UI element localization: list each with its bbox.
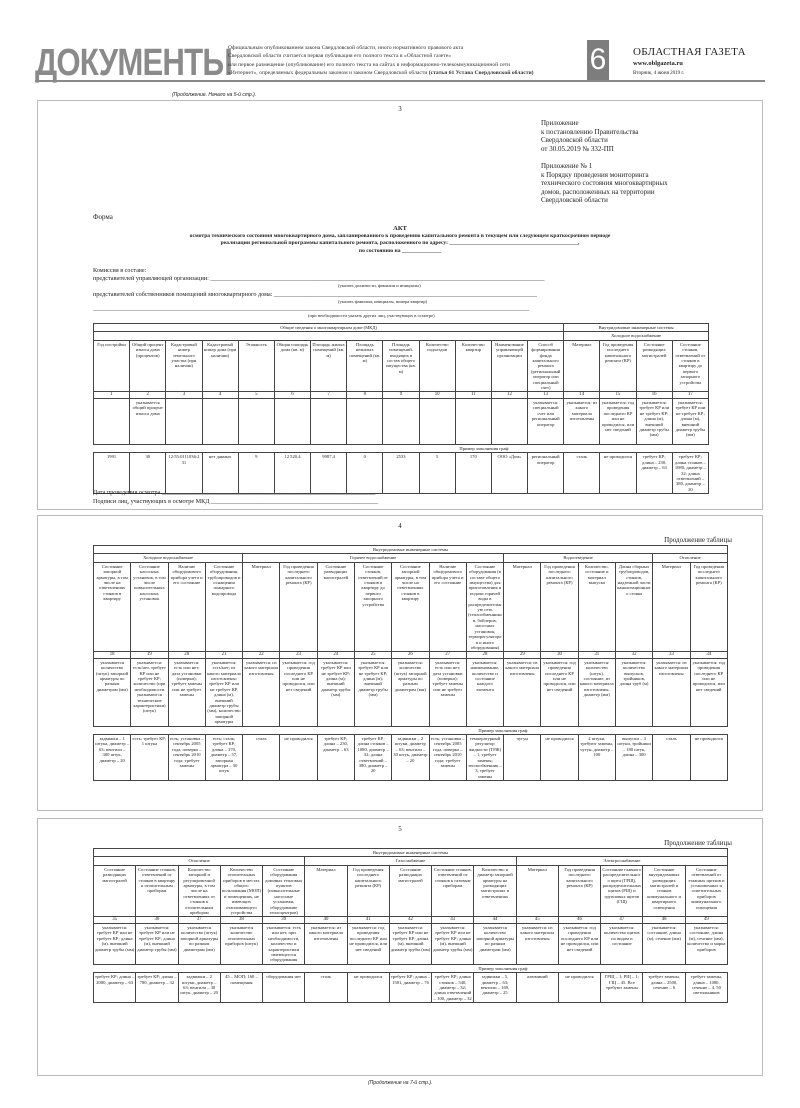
management-reps-caption: (указать должности, фамилии и инициалы): [338, 283, 421, 288]
column-description: указывается: требует КР или не требует КР; длина (м), внешний диаметр трубы (мм): [94, 923, 136, 964]
column-description: указывается: требует КР или не требует КР; длина (м), внешний диаметр трубы (мм): [672, 398, 708, 444]
column-description: указывается: требует КР или не требует КР; длина (м), внешний диаметр трубы (мм): [136, 923, 178, 964]
column-number: 26: [392, 652, 429, 658]
column-number: 5: [238, 392, 274, 398]
column-header-row: [94, 340, 709, 392]
column-header: Материал: [243, 562, 280, 652]
appendix-line: от 30.05.2019 № 332-ПП: [541, 144, 614, 153]
notice-line: или первое размещение (опубликование) его полного текста на сайтах в информационно-телекоммуникационной сети: [228, 61, 511, 68]
column-description: указывается: количество (штук), состояние, из какого материала изготовлены, диаметр (мм): [578, 658, 615, 726]
column-number: 31: [578, 652, 615, 658]
group-header: Холодное водоснабжение: [564, 332, 709, 340]
column-header: Год проведения последнего капитального ремонта (КР): [541, 562, 578, 652]
example-cell: есть; установка – сентябрь 2005 года, поверка – сентябрь 2010 года; требует замены: [429, 735, 466, 781]
example-cell: 5: [419, 453, 455, 494]
column-description: указывается: есть или нет; дата установки (поверки); требует замены или не требует замены: [168, 658, 205, 726]
example-cell: выпуски – 3 штуки, тройники – 180 штук, длина – 300: [615, 735, 652, 781]
column-number: 41: [347, 917, 389, 923]
others-field: _____________________________________________________________________________________________________________________________________________: [93, 305, 530, 312]
column-header: Наличие общедомового прибора учета и его состояние: [168, 562, 205, 652]
example-cell: требует КР; длина – 2080, диаметр – 63: [94, 973, 136, 1003]
column-description: [94, 398, 130, 444]
column-description: [238, 398, 274, 444]
column-header-row: [94, 562, 728, 652]
example-cell: есть; сталь; требует КР; длина – 370, диаметр – 57, запорная арматура – 30 штук: [205, 735, 242, 781]
column-description: указывается: требует КР или не требует КР; длина (м); внешний диаметр трубы (мм): [317, 658, 354, 726]
column-description: [311, 398, 347, 444]
column-description: указывается: год проведения последнего КР или не проводился, или нет сведений: [280, 658, 317, 726]
example-cell: 1991: [94, 453, 130, 494]
group-header: Отопление: [94, 857, 305, 865]
column-description: указывается количество отопительных приборов (штук): [220, 923, 262, 964]
example-cell: 2 штуки, требуют замены, чугун, диаметр – 100: [578, 735, 615, 781]
column-number: 22: [243, 652, 280, 658]
appendix-line: технического состояния многоквартирных: [541, 179, 668, 187]
example-cell: нет данных: [202, 453, 238, 494]
column-number: 49: [685, 917, 727, 923]
act-subtitle: реализации региональной программы капитального ремонта, расположенного по адресу: ______________________________________________,: [220, 240, 580, 246]
column-description: указывается: есть/нет; из какого материала изготовлены; требует КР или не требует КР, длина (м), внешний диаметр трубы (мм), количество запорной арматуры: [207, 659, 241, 725]
act-subtitle: осмотра технического состояния многоквартирного дома, запланированного к проведению капитального ремонта в текущем или следующем краткосрочном периоде: [189, 233, 611, 239]
column-header: Состояние внутридомовых разводящих магистралей и стояков коммунального и квартирного освещения: [643, 865, 685, 917]
column-header: Общая площадь дома (кв. м): [274, 340, 310, 392]
example-cell: задвижки – 2 штуки, диаметр – 63; вентили – 30 штук, диаметр – 20: [178, 973, 220, 1003]
column-header: Способ формирования фонда капитального ремонта (региональный оператор или специальный счет): [528, 340, 564, 392]
act-date: по состоянию на ______________: [358, 248, 442, 254]
appendix-line: к постановлению Правительства: [541, 127, 639, 136]
owners-reps-field: представителей собственников помещений многоквартирного дома: _____________________________________________________________________________________: [93, 291, 537, 298]
group-header: Внутридомовые инженерные системы: [94, 849, 728, 857]
group-header: Внутридомовые инженерные системы: [94, 546, 728, 554]
owners-reps-caption: (указать фамилии, инициалы, номера квартир): [338, 299, 428, 304]
column-header: Состояние запорной арматуры, в том числе на ответвлениях стояков в квартиру: [94, 562, 131, 652]
column-description: указывается: состояние, длина (м), сечение (мм): [643, 923, 685, 964]
column-description: указывается: есть/нет, требует КР или не требует КР; количество (при необходимости указываются технические характеристики) (штук): [131, 658, 168, 726]
form-label: Форма: [93, 213, 113, 221]
group-header-row: [94, 324, 709, 332]
example-cell: сталь: [243, 735, 280, 781]
column-header: Материал: [504, 562, 541, 652]
column-header: Год проведения последнего капитального ремонта (КР): [558, 865, 600, 917]
column-number: 23: [280, 652, 317, 658]
example-cell: не проводился: [558, 973, 600, 1003]
group-header-row: [94, 332, 709, 340]
appendix-line: Свердловской области: [541, 136, 608, 144]
column-number: 48: [643, 917, 685, 923]
column-description-row: [94, 923, 728, 964]
appendix-line: домов, расположенных на территории: [541, 187, 655, 196]
column-header: Материал: [653, 562, 690, 652]
example-label: Пример заполнения граф: [94, 726, 728, 734]
example-cell-row: [94, 735, 728, 781]
column-header: Состояние запорной арматуры, в том числе на ответвлениях стояков в квартиру: [392, 562, 429, 652]
column-header: Материал: [305, 865, 347, 917]
sheet-page-number: 4: [398, 522, 402, 530]
column-header: Площадь жилых помещений (кв. м): [311, 340, 347, 392]
column-header: Состояние стояков, ответвлений от стояков к газовым приборам: [432, 865, 474, 917]
website-link[interactable]: www.oblgazeta.ru: [633, 60, 683, 67]
example-cell: не проводился: [347, 973, 389, 1003]
column-header: Состояние разводящих магистралей: [317, 562, 354, 652]
table-continued-label: Продолжение таблицы: [664, 839, 732, 847]
example-cell-row: [94, 973, 728, 1003]
example-cell: региональный оператор: [528, 453, 564, 494]
column-description: указывается: из какого материала изготовлены: [305, 923, 347, 964]
notice-text: «Интернет», определяемых федеральным законом и законом Свердловской области: [228, 70, 428, 77]
example-cell: 9: [238, 453, 274, 494]
column-header: Состояние стояков, ответвлений от стояков в квартиру к отопительным приборам: [136, 865, 178, 917]
column-header: Материал: [564, 340, 600, 392]
column-number: 1: [94, 392, 130, 398]
column-number: 34: [690, 652, 728, 658]
column-header: Кадастровый номер дома (при наличии): [202, 340, 238, 392]
column-number: 16: [636, 392, 672, 398]
example-cell-row: [94, 453, 709, 494]
management-reps-field: представителей управляющей организации: ____________________________________________________________________________________________________________: [93, 275, 545, 282]
column-description: указывается количество (штук) запорной арматуры по разным диаметрам (мм): [178, 923, 220, 964]
column-number: 43: [432, 917, 474, 923]
column-header: Состояние разводящих магистралей: [389, 865, 431, 917]
commission-label: Комиссия в составе:: [93, 267, 147, 274]
column-number: 46: [558, 917, 600, 923]
column-number: 17: [672, 392, 708, 398]
sheet-page-5: [37, 818, 763, 1076]
act-table-part-1: [93, 323, 709, 494]
column-header: Состояние стояков, ответвлений от стояков в квартиру до первого запорного устройства: [354, 562, 391, 652]
column-description: [166, 398, 202, 444]
column-header: Состояние стояков, ответвлений от стояков в квартиру до первого запорного устройства: [672, 340, 708, 392]
column-description-row: [94, 658, 728, 726]
notice-bold: (статья 61 Устава Свердловской области): [428, 70, 534, 77]
column-header: Год проведения последнего капитального ремонта (КР): [600, 340, 636, 392]
example-cell: требует КР; длина стояков – 1080, диаметр – 32; длина ответвлений – 380, диаметр – 20: [672, 453, 708, 494]
example-label-row: [94, 964, 728, 972]
column-number: 33: [653, 652, 690, 658]
column-description: указывается общий процент износа дома: [130, 398, 166, 444]
table-continued-label: Продолжение таблицы: [664, 536, 732, 544]
example-cell: задвижки – 2 штуки, диаметр – 63; вентили – 30 штук, диаметр – 20: [392, 735, 429, 781]
column-number: 7: [311, 392, 347, 398]
column-header: Площадь помещений, входящих в состав общего имущества (кв. м): [383, 340, 419, 392]
example-cell: требует замены, длина – 2500, сечение – 6: [643, 973, 685, 1003]
column-header: Состояние оборудования, трубопроводов и оснащения пожарного водопровода: [205, 562, 242, 652]
column-header: Количество запорной и регулировочной арматуры, в том числе на ответвлениях от стояков к отопительным приборам: [178, 865, 220, 917]
section-title: ДОКУМЕНТЫ: [35, 42, 233, 84]
column-number: 25: [354, 652, 391, 658]
group-header: Холодное водоснабжение: [94, 554, 243, 562]
inspection-date-field: Дата проведения осмотра _____________________________________________________________________: [93, 489, 376, 496]
column-number: 6: [274, 392, 310, 398]
column-description: указывается: год проведения последнего КР или не проводился, или нет сведений: [558, 923, 600, 964]
example-cell: требует КР; длина – 1581, диаметр – 76: [389, 973, 431, 1003]
example-cell: требует КР; длина – 780, диаметр – 32: [136, 973, 178, 1003]
column-number: 39: [263, 917, 305, 923]
group-header-row: [94, 857, 728, 865]
column-header: Состояние насосных установок, в том числе повысительных насосных установок: [131, 562, 168, 652]
column-description: [383, 398, 419, 444]
column-description: указывается: наименование, количество и состояние каждого элемента: [466, 658, 503, 726]
column-description: указывается: количество выпусков, тройников, длина труб (м): [615, 658, 652, 726]
page-number: 6: [587, 40, 609, 80]
example-cell: 9987,4: [311, 453, 347, 494]
column-number: 19: [131, 652, 168, 658]
notice-line: Официальным опубликованием закона Свердловской области, иного нормативного правового акта: [228, 45, 464, 51]
example-cell: есть; требует КР; 1 штука: [131, 735, 168, 781]
column-header: Длина сборных трубопроводов, стояков, надземной части канализационного стояка: [615, 562, 652, 652]
column-header: Площадь нежилых помещений (кв. м): [347, 340, 383, 392]
column-number: 24: [317, 652, 354, 658]
column-number: 29: [504, 652, 541, 658]
column-number: 4: [202, 392, 238, 398]
group-header: Отопление: [653, 554, 728, 562]
group-header: Газоснабжение: [305, 857, 516, 865]
column-header: Состояние оборудования домовых тепловых пунктов (повысительные насосные установки, оборудование теплоцентров): [263, 865, 305, 917]
column-header: Количество и диаметр запорной арматуры на разводящих магистралях и ответвлениях: [474, 865, 516, 917]
column-header: Наименование управляющей организации: [491, 340, 527, 392]
column-description-row: [94, 398, 709, 444]
example-cell: не проводился: [600, 453, 636, 494]
column-number: 28: [466, 652, 503, 658]
issue-date: Вторник, 4 июня 2019 г.: [633, 71, 685, 76]
column-description: указывается: требует КР или не требует КР; длина (м), внешний диаметр трубы (мм): [432, 923, 474, 964]
group-header: Общие сведения о многоквартирном доме (МКД): [94, 324, 564, 332]
column-number: 27: [429, 652, 466, 658]
group-header: Водоотведение: [504, 554, 653, 562]
newspaper-name: ОБЛАСТНАЯ ГАЗЕТА: [633, 46, 746, 58]
column-header: Состояние разводящих магистралей: [94, 865, 136, 917]
column-description: [274, 398, 310, 444]
column-header-row: [94, 865, 728, 917]
column-description: указывается: из какого материала изготовлены: [564, 398, 600, 444]
column-header: Год постройки: [94, 340, 130, 392]
continued-to: (Продолжение на 7-й стр.).: [368, 1080, 433, 1086]
column-description: указывается: из какого материала изготовлены: [516, 923, 558, 964]
signatures-field: Подписи лиц, участвующих в осмотре МКД ______________________________________________________: [93, 498, 379, 505]
example-cell: не проводился: [280, 735, 317, 781]
column-description: указывается: состояние, длина (м), сечение (мм), количество и марка приборов: [685, 923, 727, 964]
column-header: Год проведения последнего капитального ремонта (КР): [347, 865, 389, 917]
example-cell: чугун: [504, 735, 541, 781]
example-cell: 45 – МОП; 160 – помещения: [220, 973, 262, 1003]
column-description: указывается: количество щитов по видам и состояние: [601, 923, 643, 964]
column-number: 45: [516, 917, 558, 923]
group-header: Горячее водоснабжение: [243, 554, 504, 562]
appendix-line: Приложение № 1: [541, 162, 593, 170]
column-description: указывается: количество (штук) запорной арматуры по разным диаметрам (мм): [392, 658, 429, 726]
example-cell: сталь: [305, 973, 347, 1003]
column-header: Кадастровый номер земельного участка (при наличии): [166, 340, 202, 392]
column-description: указывается: есть или нет, при необходимости, количество и характеристики имеющегося оборудования: [263, 923, 305, 964]
column-description: указывается: год проведения последнего КР или не проводился, или нет сведений: [690, 658, 728, 726]
column-header: Этажность: [238, 340, 274, 392]
column-number: 47: [601, 917, 643, 923]
column-description: указывается: из какого материала изготовлены: [243, 658, 280, 726]
example-cell: 2533: [383, 453, 419, 494]
group-header: [94, 332, 564, 340]
sheet-page-number: 3: [398, 105, 402, 113]
column-number: 40: [305, 917, 347, 923]
column-number: 12: [491, 392, 527, 398]
example-cell: 30: [130, 453, 166, 494]
appendix-line: Приложение: [541, 119, 579, 127]
column-number: 10: [419, 392, 455, 398]
column-description: [491, 398, 527, 444]
publication-notice: [228, 44, 618, 78]
appendix-line: к Порядку проведения мониторинга: [541, 170, 649, 179]
column-header: Состояние оборудования (в составе общего имущества) для приготовления и подачи горячей воды в распределительную сеть (теплообменников, бойлеров, насосных установок, терморегуляторов и иного оборудования): [468, 563, 502, 650]
continued-from: (Продолжение. Начало на 5-й стр.).: [172, 92, 257, 98]
column-header: Количество отопительных приборов в местах общего пользования (МОП) и помещениях, не имеющих отапливающего устройства: [221, 866, 262, 916]
appendix-line: Свердловской области: [541, 196, 608, 204]
column-header: Общий процент износа дома (процентов): [130, 340, 166, 392]
column-number: 15: [600, 392, 636, 398]
column-header: Год проведения последнего капитального ремонта (КР): [690, 562, 728, 652]
column-description: указывается: год проведения последнего КР или не проводился, или нет сведений: [541, 658, 578, 726]
column-description: [455, 398, 491, 444]
column-number: 11: [455, 392, 491, 398]
act-table-part-2: [93, 545, 728, 781]
column-number: 3: [166, 392, 202, 398]
example-cell: есть; установка – сентябрь 2005 года, поверка – сентябрь 2010 года; требует замены: [168, 735, 205, 781]
column-description: [202, 398, 238, 444]
column-number: 20: [168, 652, 205, 658]
column-number: 38: [220, 917, 262, 923]
column-number: 21: [205, 652, 242, 658]
example-cell: требует КР; длина – 230, диаметр – 63: [317, 735, 354, 781]
example-cell: 0: [347, 453, 383, 494]
column-number: 14: [564, 392, 600, 398]
masthead: [35, 40, 765, 82]
column-number: 13: [528, 392, 564, 398]
column-description: [419, 398, 455, 444]
column-header: Состояние главного распределительного щита (ГРЩ), распределительных щитов (РЩ) и групповых щитов (ГЩ): [601, 865, 643, 917]
column-description: указывается: из какого материала изготовлены: [653, 658, 690, 726]
example-cell: ООО «Дом»: [491, 453, 527, 494]
column-number: 32: [615, 652, 652, 658]
example-cell: требует КР; длина стояков – 540, диаметр – 32; длина ответвлений – 100, диаметр – 32: [432, 973, 474, 1003]
example-label: Пример заполнения граф: [94, 964, 728, 972]
sheet-page-4: [37, 515, 763, 811]
group-header-row: [94, 554, 728, 562]
example-label: Пример заполнения граф: [94, 444, 709, 452]
others-caption: (при необходимости указать других лиц, участвующих в осмотре): [308, 313, 435, 318]
column-number-row: [94, 652, 728, 658]
group-header: Внутридомовые инженерные системы: [564, 324, 709, 332]
column-header: Год проведения последнего капитального ремонта (КР): [280, 562, 317, 652]
example-cell: 12:55:0111036:231: [166, 453, 202, 494]
sheet-page-3: [37, 100, 763, 510]
appendix-block: [541, 119, 668, 205]
notice-line: Свердловской области считается первая публикация его полного текста в «Областной газете»: [228, 53, 452, 60]
column-header: Состояние ответвлений от этажных щитков и установочных и осветительных приборов коммунального освещения: [685, 865, 727, 917]
column-description: указывается: есть или нет; дата установки (поверки); требует замены или не требует замены: [429, 658, 466, 726]
column-description: указывается: год проведения последнего КР или не проводился, или нет сведений: [600, 398, 636, 444]
example-cell: задвижки – 1 штука, диаметр – 63; вентили – 300 штук, диаметр – 20: [94, 735, 131, 781]
example-cell: 170: [455, 453, 491, 494]
group-header-row: [94, 849, 728, 857]
group-header: Электроснабжение: [516, 857, 727, 865]
act-title: АКТ: [393, 225, 407, 232]
column-number: 35: [94, 917, 136, 923]
group-header-row: [94, 546, 728, 554]
column-header: Количество квартир: [455, 340, 491, 392]
sheet-page-number: 5: [398, 825, 402, 833]
column-description: указывается: из какого материала изготовлены: [504, 658, 541, 726]
column-header: Материал: [516, 865, 558, 917]
example-cell: алюминий: [516, 973, 558, 1003]
example-cell: ГРЩ – 1; РЩ – 1; ГЩ – 45. Все требуют замены: [601, 973, 643, 1003]
example-label-row: [94, 444, 709, 452]
example-cell: 12 520,4: [274, 453, 310, 494]
example-cell: сталь: [564, 453, 600, 494]
notice-line: [228, 69, 618, 77]
column-header: Количество подъездов: [419, 340, 455, 392]
column-description: [347, 398, 383, 444]
column-description: указывается: специальный счет или региональный оператор: [528, 398, 564, 444]
column-number: 2: [130, 392, 166, 398]
column-header: Состояние разводящих магистралей: [636, 340, 672, 392]
column-description: указывается количество (штук) запорной арматуры по разным диаметрам (мм): [94, 658, 131, 726]
column-header: Наличие общедомового прибора учета и его состояние: [429, 562, 466, 652]
column-number: 37: [178, 917, 220, 923]
example-cell: требует КР; длина стояков – 1080, диаметр – 32; длина ответвлений – 380, диаметр – 20: [354, 735, 391, 781]
example-cell: не проводился: [541, 735, 578, 781]
column-number: 42: [389, 917, 431, 923]
example-cell: задвижки – 5, диаметр – 63; вентили – 169, диаметр – 25: [474, 973, 516, 1003]
column-description: указывается количество запорной арматуры по разным диаметрам (мм): [474, 923, 516, 964]
example-cell: оборудования нет: [263, 973, 305, 1003]
column-number: 30: [541, 652, 578, 658]
example-cell: требует замены, длина – 1080, сечение – 4, 50 светильников: [685, 973, 727, 1003]
example-cell: сталь: [653, 735, 690, 781]
column-number: 18: [94, 652, 131, 658]
column-number: 9: [383, 392, 419, 398]
example-label-row: [94, 726, 728, 734]
column-number: 36: [136, 917, 178, 923]
column-description: указывается: требует КР или не требует КР; длина (м), внешний диаметр трубы (мм): [636, 398, 672, 444]
column-header: Количество, состояние и материал выпуска: [578, 562, 615, 652]
column-description: указывается: требует КР или не требует КР; длина (м), внешний диаметр трубы (мм): [389, 923, 431, 964]
example-cell: требует КР; длина – 230, диаметр – 63: [636, 453, 672, 494]
act-table-part-3: [93, 848, 728, 1003]
example-cell: температурный регулятор жидкости (ТРЖ) – 1, требует замены; теплообменник – 3, требует замены: [468, 736, 502, 779]
example-cell: не проводился: [690, 735, 728, 781]
column-number: 8: [347, 392, 383, 398]
column-description: указывается: требует КР или не требует КР; длина (м); внешний диаметр трубы (мм): [354, 658, 391, 726]
column-number: 44: [474, 917, 516, 923]
column-description: указывается: год проведения последнего КР или не проводился, или нет сведений: [347, 923, 389, 964]
